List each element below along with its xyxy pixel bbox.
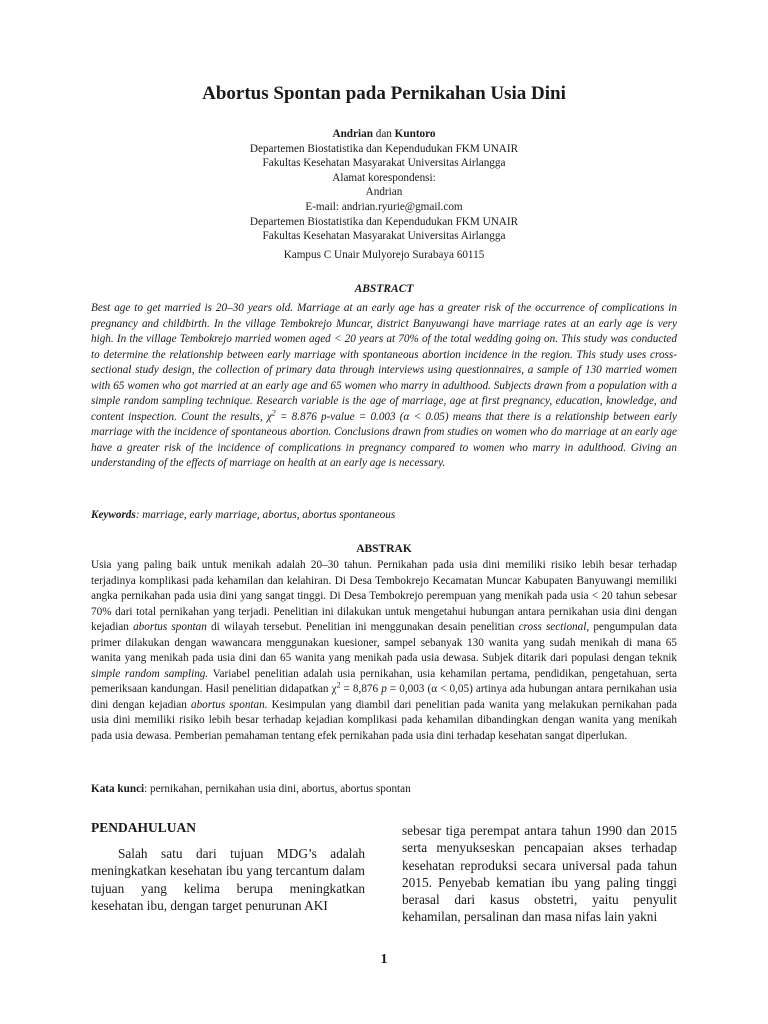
author-block xyxy=(0,127,768,262)
keywords-en-label: Keywords xyxy=(91,509,136,521)
intro-paragraph-right: sebesar tiga perempat antara tahun 1990 dan 2015 serta menyukseskan pencapaian akses terhadap kesehatan reproduksi secara universal pada tahun 2015. Penyebab kematian ibu yang paling tinggi berasal dari kasus obstetri, yaitu penyulit kehamilan, persalinan dan masa nifas lain yakni xyxy=(402,823,677,925)
paper-title: Abortus Spontan pada Pernikahan Usia Dini xyxy=(202,83,566,104)
affiliation-line: Departemen Biostatistika dan Kependudukan FKM UNAIR xyxy=(249,142,519,155)
abstract-id-italic: abortus spontan xyxy=(133,621,207,633)
abstract-id-part: Kesimpulan yang diambil dari penelitian pada wanita yang melakukan pernikahan pada usia dini memiliki risiko lebih besar terhadap kejadian komplikasi pada kehamilan dibandingkan dengan wanita yang menikah pada usia dewasa. Pemberian pemahaman tentang efek pernikahan pada usia dini terhadap kesehatan sangat diperlukan. xyxy=(91,698,677,742)
keywords-en xyxy=(91,508,677,523)
abstract-id-italic: cross sectional, xyxy=(518,621,590,633)
abstract-id-part: di wilayah tersebut. Penelitian ini menggunakan desain penelitian xyxy=(206,621,519,633)
abstract-id-italic: p xyxy=(381,683,387,695)
abstract-id-italic: abortus spontan. xyxy=(190,698,268,711)
abstract-en-heading: ABSTRACT xyxy=(354,283,414,295)
correspondence-email: E-mail: andrian.ryurie@gmail.com xyxy=(305,200,463,213)
abstract-id-text xyxy=(91,558,677,744)
author-names xyxy=(0,127,768,142)
intro-right-column xyxy=(402,822,677,926)
abstract-en-part: = 8.876 p-value = 0.003 (α < 0.05) means that there is a relationship between early marriage with the incidence of spontaneous abortion. Conclusions drawn from studies on women who do marriage at an early age have a greater risk of the incidence of complications in pregnancy compared to women who marry in adulthood. Giving an understanding of the effects of marriage on health at an early age is necessary. xyxy=(91,410,678,469)
chi-square-superscript: 2 xyxy=(336,680,341,690)
affiliation-line: Fakultas Kesehatan Masyarakat Universitas Airlangga xyxy=(262,230,506,243)
abstract-id-italic: simple random sampling. xyxy=(91,667,209,680)
abstract-id-part: Variabel penelitian adalah usia pernikahan, usia kehamilan pertama, pendidikan, pengetahuan, serta pemeriksaan kandungan. Hasil penelitian didapatkan χ xyxy=(91,667,677,695)
chi-square-superscript: 2 xyxy=(271,407,276,417)
abstract-id-part: = 8,876 xyxy=(340,683,382,695)
abstract-id-heading: ABSTRAK xyxy=(356,543,412,555)
affiliation-line: Departemen Biostatistika dan Kependudukan FKM UNAIR xyxy=(249,215,519,228)
author-name-1: Andrian xyxy=(332,128,373,140)
author-connector: dan xyxy=(375,128,392,140)
keywords-id-label: Kata kunci xyxy=(91,783,145,795)
correspondence-label: Alamat korespondensi: xyxy=(332,171,436,184)
abstract-id-part: pengumpulan data primer dilakukan dengan wawancara menggunakan kuesioner, sampel sebanyak 130 wanita yang sudah menikah di mana 65 wanita yang menikah pada usia dini dan 65 wanita yang menikah pada usia dewasa. Subjek ditarik dari populasi dengan teknik xyxy=(91,621,678,664)
keywords-id-text: : pernikahan, pernikahan usia dini, abortus, abortus spontan xyxy=(144,783,411,795)
abstract-id-part: Usia yang paling baik untuk menikah adalah 20–30 tahun. Pernikahan pada usia dini memiliki risiko lebih besar terhadap terjadinya komplikasi pada kehamilan dan kelahiran. Di Desa Tembokrejo Kecamatan Muncar Kabupaten Banyuwangi memiliki angka pernikahan pada usia dini yang sangat tinggi. Di Desa Tembokrejo perempuan yang menikah pada usia < 20 tahun sebesar 70% dari total pernikahan yang terjadi. Penelitian ini dilakukan untuk mengetahui hubungan antara pernikahan usia dini dengan kejadian xyxy=(91,559,677,633)
affiliation-line: Fakultas Kesehatan Masyarakat Universitas Airlangga xyxy=(262,157,506,170)
keywords-en-text: : marriage, early marriage, abortus, abortus spontaneous xyxy=(135,509,396,521)
page-number: 1 xyxy=(380,952,388,967)
abstract-id-part: = 0,003 (α < 0,05) artinya ada hubungan antara pernikahan usia dini dengan kejadian xyxy=(91,683,678,711)
intro-paragraph-left: Salah satu dari tujuan MDG’s adalah meningkatkan kesehatan ibu yang tercantum dalam tujuan yang kelima berupa meningkatkan kesehatan ibu, dengan target penurunan AKI xyxy=(91,846,365,913)
section-heading-pendahuluan: PENDAHULUAN xyxy=(91,820,197,835)
abstract-en-text xyxy=(91,301,677,472)
intro-left-column xyxy=(91,820,365,914)
correspondence-name: Andrian xyxy=(365,186,403,199)
keywords-id xyxy=(91,782,677,797)
correspondence-address: Kampus C Unair Mulyorejo Surabaya 60115 xyxy=(283,248,485,261)
abstract-en-part: Best age to get married is 20–30 years old. Marriage at an early age has a greater risk of the occurrence of complications in pregnancy and childbirth. In the village Tembokrejo Muncar, district Banyuwangi have marriage rates at an early age is very high. In the village Tembokrejo married women aged < 20 years at 70% of the total wedding going on. This study was conducted to determine the relationship between early marriage with spontaneous abortion incidence in the region. This study uses cross-sectional study design, the collection of primary data through interviews using questionnaires, a sample of 130 married women with 65 women who got married at an early age and 65 women who marry in adulthood. Subjects drawn from a population with a simple random sampling technique. Research variable is the age of marriage, age at first pregnancy, education, knowledge, and content inspection. Count the results, χ xyxy=(91,302,677,423)
author-name-2: Kuntoro xyxy=(394,128,436,140)
